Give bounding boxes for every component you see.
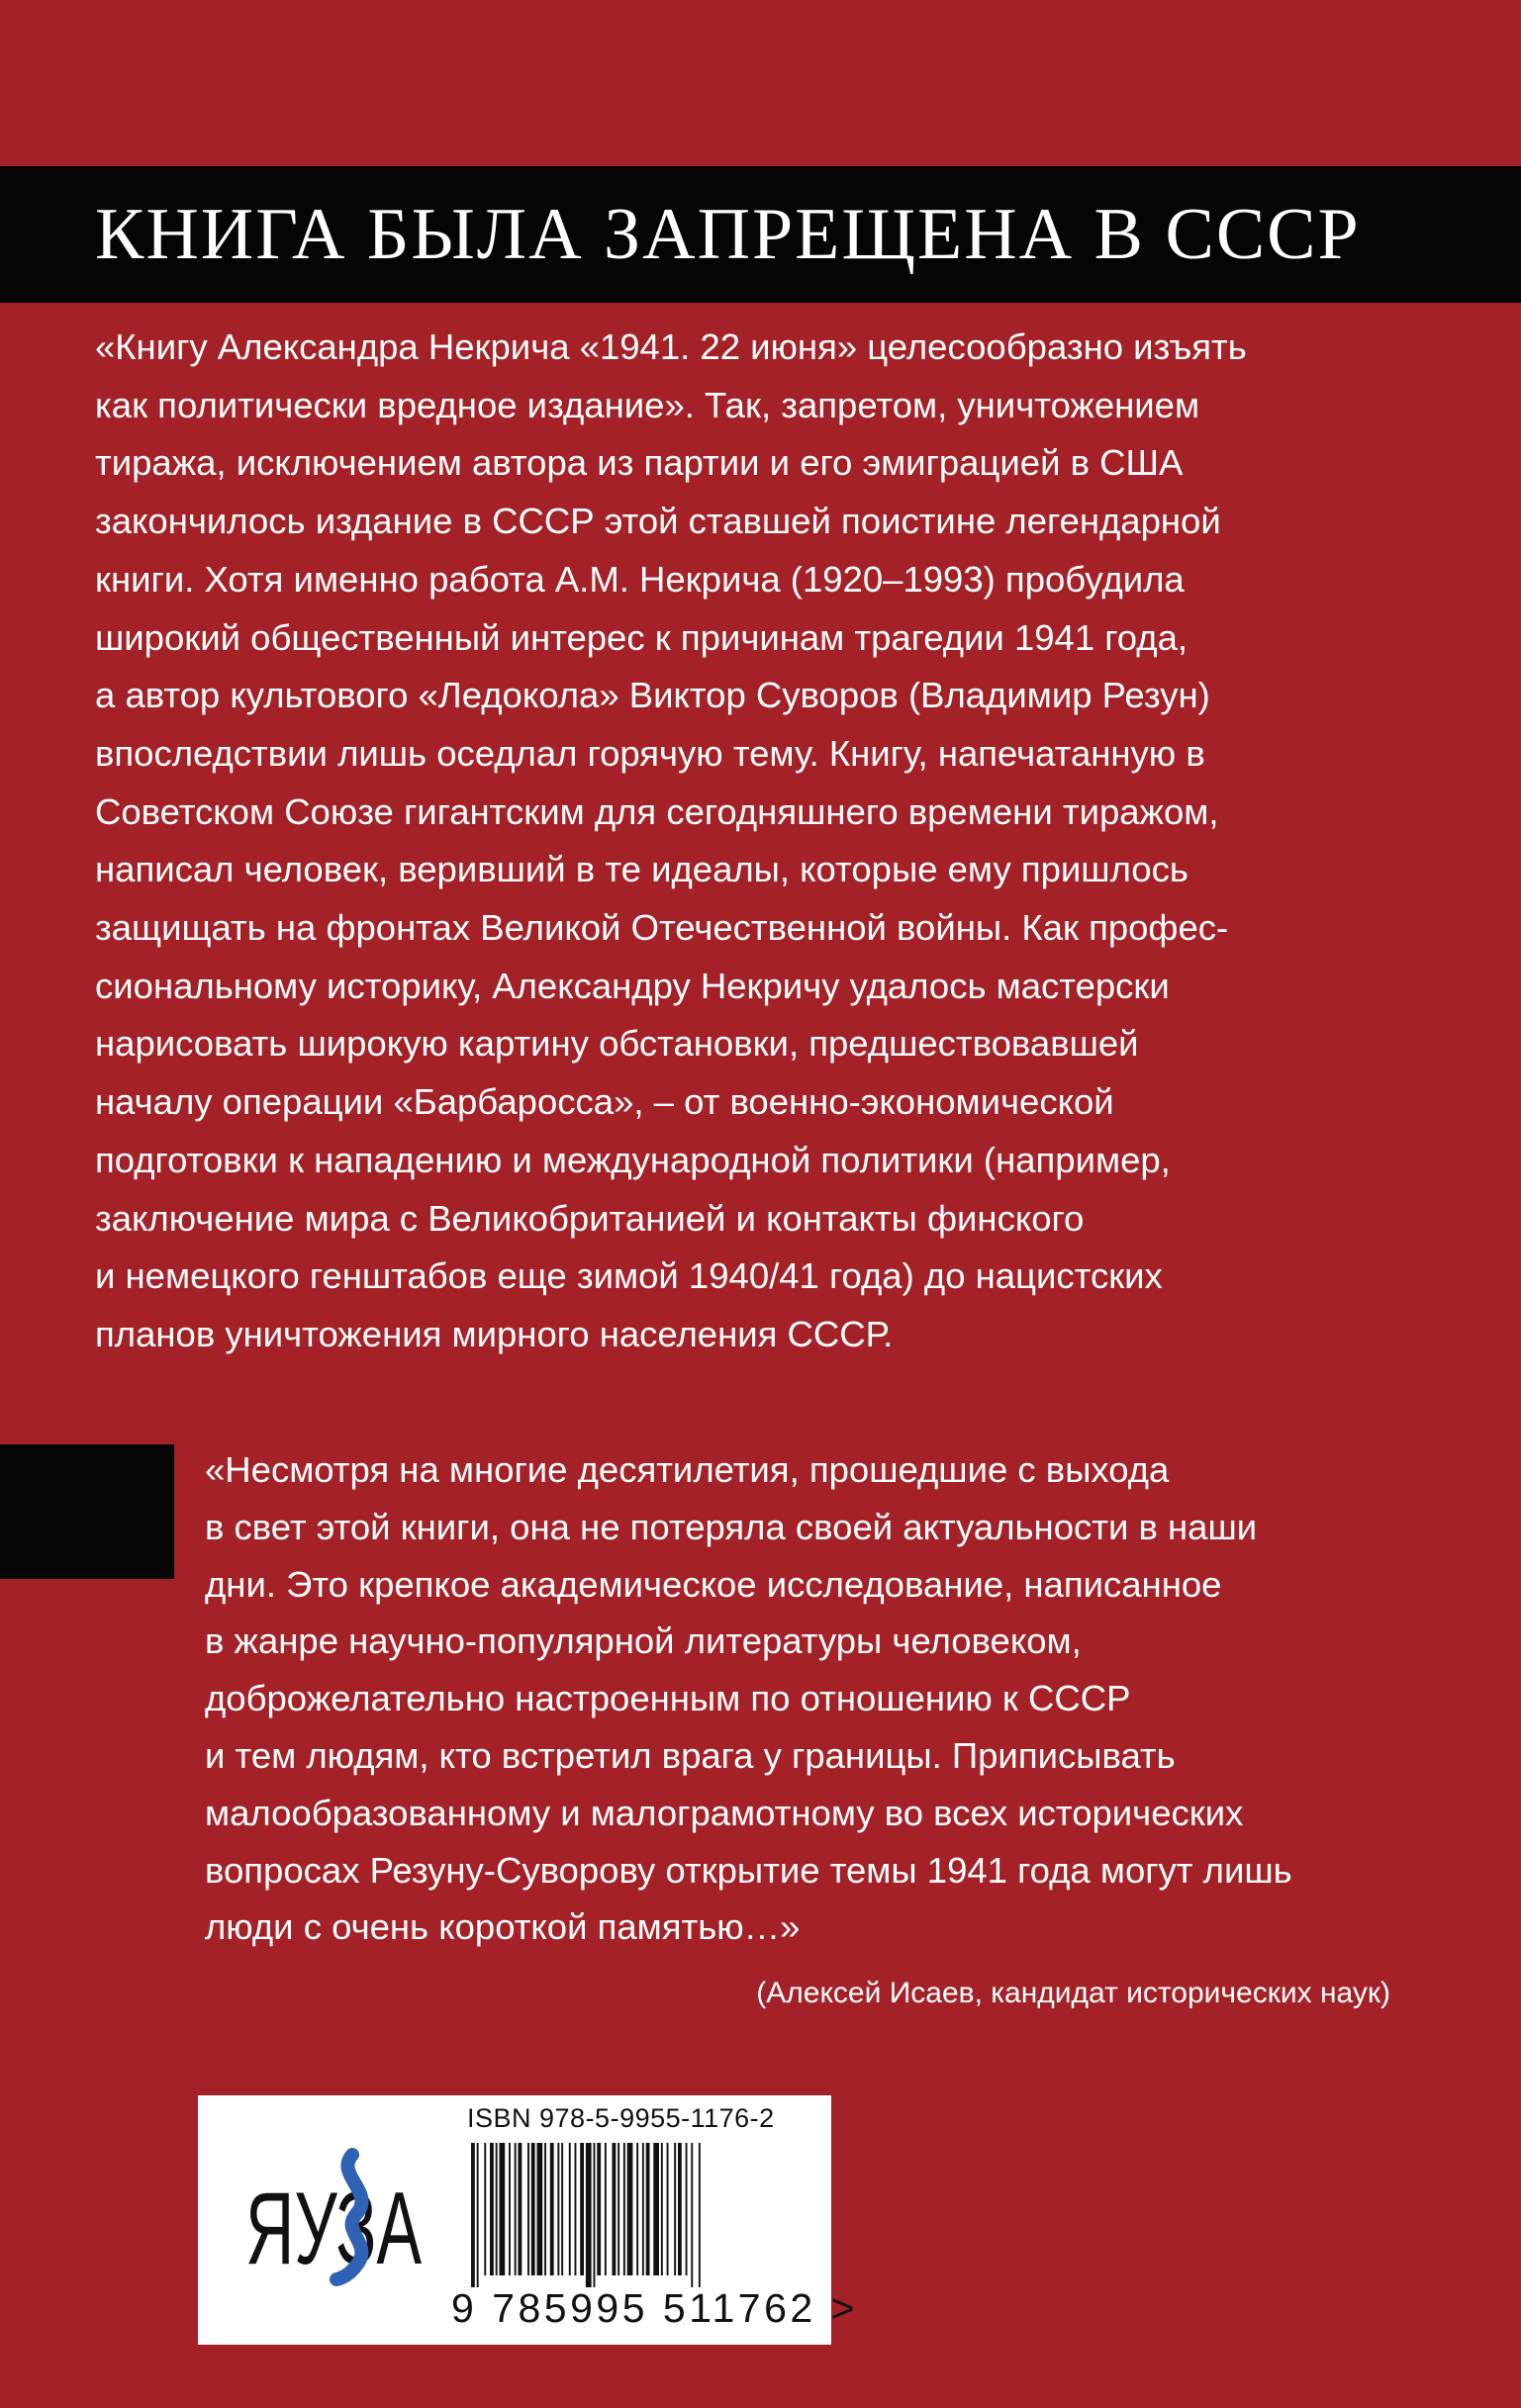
annotation-line: закончилось издание в СССР этой ставшей поистине легендарной bbox=[95, 501, 1221, 542]
header-banner bbox=[0, 166, 1521, 303]
barcode-bar bbox=[531, 2143, 535, 2275]
annotation-line: широкий общественный интерес к причинам трагедии 1941 года, bbox=[95, 616, 1188, 658]
annotation-line: «Книгу Александра Некрича «1941. 22 июня» целесообразно изъять bbox=[95, 326, 1247, 367]
barcode-bar bbox=[527, 2143, 529, 2275]
annotation-line: как политически вредное издание». Так, запретом, уничтожением bbox=[95, 384, 1200, 425]
barcode-bar bbox=[484, 2143, 486, 2275]
annotation-line: заключение мира с Великобританией и контакты финского bbox=[95, 1197, 1085, 1239]
barcode-bar bbox=[496, 2143, 498, 2275]
annotation-line: а автор культового «Ледокола» Виктор Суворов (Владимир Резун) bbox=[95, 675, 1210, 716]
barcode-bar bbox=[667, 2143, 669, 2275]
quote-line: малообразованному и малограмотному во всех исторических bbox=[205, 1792, 1244, 1833]
barcode-bar bbox=[580, 2143, 584, 2275]
barcode-bar bbox=[691, 2143, 693, 2287]
barcode-bar bbox=[646, 2143, 650, 2275]
barcode-bar bbox=[586, 2143, 592, 2287]
annotation-text bbox=[95, 319, 1441, 1364]
barcode-bar bbox=[627, 2143, 633, 2275]
barcode-bar bbox=[471, 2143, 475, 2287]
barcode-bar bbox=[550, 2143, 554, 2275]
quote-line: люди с очень короткой памятью…» bbox=[205, 1906, 801, 1948]
barcode-image bbox=[469, 2143, 766, 2287]
review-quote bbox=[205, 1441, 1432, 1956]
barcode-bar bbox=[605, 2143, 607, 2275]
book-banner-title: КНИГА БЫЛА ЗАПРЕЩЕНА В СССР bbox=[95, 194, 1361, 275]
barcode-bar bbox=[653, 2143, 659, 2275]
barcode-bar bbox=[509, 2143, 511, 2275]
annotation-line: Советском Союзе гигантским для сегодняшнего времени тиражом, bbox=[95, 790, 1219, 832]
barcode-bar bbox=[636, 2143, 638, 2275]
publisher-logo-text: ЯУЗА bbox=[245, 2172, 423, 2286]
barcode-bar bbox=[537, 2143, 543, 2275]
quote-author: (Алексей Исаев, кандидат исторических наук) bbox=[756, 1977, 1390, 2009]
quote-line: доброжелательно настроенным по отношению к СССР bbox=[205, 1678, 1131, 1719]
quote-line: «Несмотря на многие десятилетия, прошедшие с выхода bbox=[205, 1449, 1170, 1490]
barcode-bar bbox=[613, 2143, 617, 2275]
barcode-bar bbox=[618, 2143, 619, 2275]
quote-line: дни. Это крепкое академическое исследование, написанное bbox=[205, 1563, 1222, 1605]
barcode-bar bbox=[699, 2143, 701, 2287]
quote-line: в свет этой книги, она не потеряла своей актуальности в наши bbox=[205, 1506, 1258, 1547]
annotation-line: написал человек, веривший в те идеалы, которые ему пришлось bbox=[95, 849, 1188, 890]
annotation-line: защищать на фронтах Великой Отечественной войны. Как профес- bbox=[95, 907, 1229, 949]
barcode-bar bbox=[597, 2143, 601, 2275]
annotation-line: началу операции «Барбаросса», – от военно-экономической bbox=[95, 1081, 1114, 1123]
isbn-label: ISBN 978-5-9955-1176-2 bbox=[467, 2103, 775, 2133]
barcode-bar bbox=[642, 2143, 644, 2275]
barcode-bar bbox=[569, 2143, 571, 2275]
quote-line: в жанре научно-популярной литературы человеком, bbox=[205, 1621, 1082, 1662]
barcode-bar bbox=[575, 2143, 577, 2275]
barcode-bar bbox=[477, 2143, 479, 2287]
annotation-line: планов уничтожения мирного населения СССР. bbox=[95, 1313, 894, 1354]
publisher-logo bbox=[245, 2145, 424, 2286]
barcode-bar bbox=[500, 2143, 506, 2275]
barcode-digits: 9 785995 511762 > bbox=[451, 2285, 859, 2331]
barcode-bar bbox=[686, 2143, 688, 2275]
annotation-line: тиража, исключением автора из партии и его эмиграцией в США bbox=[95, 442, 1184, 484]
annotation-line: впоследствии лишь оседлал горячую тему. Книгу, напечатанную в bbox=[95, 732, 1205, 774]
barcode-bar bbox=[594, 2143, 596, 2287]
barcode-bar bbox=[623, 2143, 625, 2275]
annotation-line: книги. Хотя именно работа А.М. Некрича (1920–1993) пробудила bbox=[95, 558, 1185, 600]
barcode-bar bbox=[490, 2143, 494, 2275]
barcode-bar bbox=[674, 2143, 676, 2275]
barcode-bar bbox=[561, 2143, 563, 2275]
quote-line: и тем людям, кто встретил врага у границы. Приписывать bbox=[205, 1734, 1176, 1776]
decorative-block bbox=[0, 1444, 174, 1579]
barcode-bar bbox=[557, 2143, 559, 2275]
barcode-bar bbox=[515, 2143, 517, 2275]
barcode-bar bbox=[661, 2143, 663, 2275]
barcode-bar bbox=[544, 2143, 546, 2275]
annotation-line: и немецкого генштабов еще зимой 1940/41 года) до нацистских bbox=[95, 1255, 1163, 1297]
annotation-line: подготовки к нападению и международной политики (например, bbox=[95, 1139, 1171, 1180]
barcode-bar bbox=[678, 2143, 682, 2275]
annotation-line: сиональному историку, Александру Некричу удалось мастерски bbox=[95, 965, 1170, 1006]
annotation-line: нарисовать широкую картину обстановки, предшествовавшей bbox=[95, 1023, 1139, 1065]
quote-line: вопросах Резуну-Суворову открытие темы 1941 года могут лишь bbox=[205, 1849, 1292, 1891]
barcode-bar bbox=[519, 2143, 523, 2275]
